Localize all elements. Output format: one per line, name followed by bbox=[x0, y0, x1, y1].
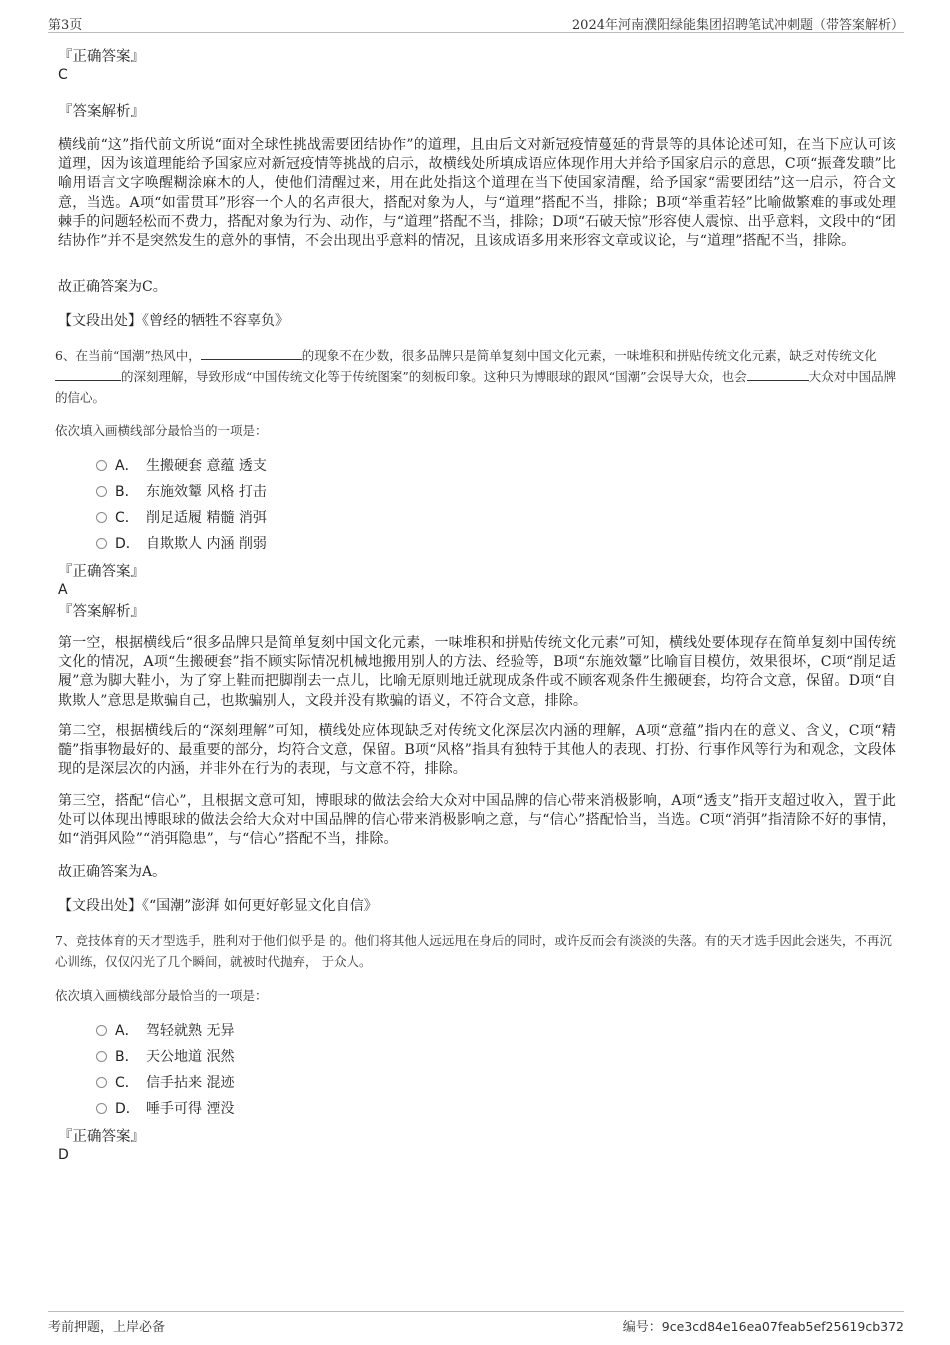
radio-icon[interactable] bbox=[96, 460, 107, 471]
q6-option-d[interactable]: D． 自欺欺人 内涵 削弱 bbox=[96, 534, 267, 554]
q5-conclusion: 故正确答案为C。 bbox=[58, 279, 167, 295]
footer-slogan: 考前押题，上岸必备 bbox=[48, 1320, 166, 1335]
q5-answer: C bbox=[58, 67, 68, 83]
q6-conclusion: 故正确答案为A。 bbox=[58, 864, 167, 880]
q5-source: 【文段出处】《曾经的牺牲不容辜负》 bbox=[58, 313, 289, 329]
q6-option-a[interactable]: A． 生搬硬套 意蕴 透支 bbox=[96, 456, 267, 476]
q6-option-c[interactable]: C． 削足适履 精髓 消弭 bbox=[96, 508, 267, 528]
q7-option-d[interactable]: D． 唾手可得 湮没 bbox=[96, 1099, 234, 1119]
q7-option-a[interactable]: A． 驾轻就熟 无异 bbox=[96, 1021, 234, 1041]
q6-analysis-label: 『答案解析』 bbox=[58, 604, 145, 620]
radio-icon[interactable] bbox=[96, 1103, 107, 1114]
page-number: 第3页 bbox=[48, 18, 83, 33]
q6-analysis-2: 第二空，根据横线后的“深刻理解”可知，横线处应体现缺乏对传统文化深层次内涵的理解，A项“意蕴”指内在的意义、含义，C项“精髓”指事物最好的、最重要的部分，均符合文意，保留。B项“风格”指具有独特于其他人的表现、打扮、行事作风等行为和观念，文段体现的是深层次的内涵，并非外在行为的表现，与文意不符，排除。 bbox=[58, 723, 896, 778]
document-title: 2024年河南濮阳绿能集团招聘笔试冲刺题（带答案解析） bbox=[571, 18, 904, 33]
q6-analysis-3: 第三空，搭配“信心”，且根据文意可知，博眼球的做法会给大众对中国品牌的信心带来消极影响，A项“透支”指开支超过收入，置于此处可以体现出博眼球的做法会给大众对中国品牌的信心带来消极影响之意，与“信心”搭配恰当，当选。C项“消弭”指清除不好的事情，如“消弭风险”“消弭隐患”，与“信心”搭配不当，排除。 bbox=[58, 793, 896, 848]
radio-icon[interactable] bbox=[96, 1051, 107, 1062]
q7-option-b[interactable]: B． 天公地道 泯然 bbox=[96, 1047, 234, 1067]
footer-code-label: 编号： bbox=[622, 1320, 662, 1335]
q5-analysis-label: 『答案解析』 bbox=[58, 104, 145, 120]
radio-icon[interactable] bbox=[96, 486, 107, 497]
page-header bbox=[48, 14, 904, 33]
q7-answer: D bbox=[58, 1147, 69, 1163]
q6-blank-3 bbox=[747, 368, 809, 381]
radio-icon[interactable] bbox=[96, 1077, 107, 1088]
q6-source: 【文段出处】《“国潮”澎湃 如何更好彰显文化自信》 bbox=[58, 898, 378, 914]
page-footer bbox=[48, 1311, 904, 1334]
q6-question-text: 6、在当前“国潮”热风中， 的现象不在少数，很多品牌只是简单复刻中国文化元素，一味堆积和拼贴传统文化元素，缺乏对传统文化的深刻理解，导致形成“中国传统文化等于传统图案”的刻板印象。这种只为博眼球的跟风“国潮”会误导大众，也会 大众对中国品牌的信心。 bbox=[55, 348, 897, 405]
radio-icon[interactable] bbox=[96, 1025, 107, 1036]
radio-icon[interactable] bbox=[96, 512, 107, 523]
footer-code bbox=[623, 1316, 904, 1335]
q7-option-c[interactable]: C． 信手拈来 混迹 bbox=[96, 1073, 234, 1093]
q6-blank-1 bbox=[201, 347, 302, 360]
q6-blank-2 bbox=[55, 368, 121, 381]
q6-instruction: 依次填入画横线部分最恰当的一项是： bbox=[55, 423, 268, 438]
footer-code-value: 9ce3cd84e16ea07feab5ef25619cb372 bbox=[661, 1319, 904, 1334]
q7-question-text: 7、竞技体育的天才型选手，胜利对于他们似乎是 的。他们将其他人远远甩在身后的同时，或许反而会有淡淡的失落。有的天才选手因此会迷失，不再沉心训练，仅仅闪光了几个瞬间，就被时代抛弃， 于众人。 bbox=[55, 933, 892, 969]
q7-answer-label: 『正确答案』 bbox=[58, 1129, 145, 1145]
q6-answer: A bbox=[58, 582, 68, 598]
q5-analysis: 横线前“这”指代前文所说“面对全球性挑战需要团结协作”的道理，且由后文对新冠疫情蔓延的背景等的具体论述可知，在当下应认可该道理，因为该道理能给予国家应对新冠疫情等挑战的启示，故横线处所填成语应体现作用大并给予国家启示的意思，C项“振聋发聩”比喻用语言文字唤醒糊涂麻木的人，使他们清醒过来，用在此处指这个道理在当下使国家清醒，给予国家“需要团结”这一启示，符合文意，当选。A项“如雷贯耳”形容一个人的名声很大，搭配对象为人，与“道理”搭配不当，排除；B项“举重若轻”比喻做繁难的事或处理棘手的问题轻松而不费力，搭配对象为行为、动作，与“道理”搭配不当，排除；D项“石破天惊”形容使人震惊、出乎意料，文段中的“团结协作”并不是突然发生的意外的事情，不会出现出乎意料的情况，且该成语多用来形容文章或议论，与“道理”搭配不当，排除。 bbox=[58, 137, 896, 250]
q6-answer-label: 『正确答案』 bbox=[58, 564, 145, 580]
q6-analysis-1: 第一空，根据横线后“很多品牌只是简单复刻中国文化元素，一味堆积和拼贴传统文化元素”可知，横线处要体现存在简单复刻中国传统文化的情况，A项“生搬硬套”指不顾实际情况机械地搬用别人的方法、经验等，B项“东施效颦”比喻盲目模仿，效果很坏，C项“削足适履”意为脚大鞋小，为了穿上鞋而把脚削去一点儿，比喻无原则地迁就现成条件或不顾客观条件生搬硬套，均符合文意，保留。D项“自欺欺人”意思是欺骗自己，也欺骗别人，文段并没有欺骗的语义，不符合文意，排除。 bbox=[58, 635, 896, 709]
q7-instruction: 依次填入画横线部分最恰当的一项是： bbox=[55, 988, 268, 1003]
q5-answer-label: 『正确答案』 bbox=[58, 49, 145, 65]
q6-option-b[interactable]: B． 东施效颦 风格 打击 bbox=[96, 482, 267, 502]
radio-icon[interactable] bbox=[96, 538, 107, 549]
